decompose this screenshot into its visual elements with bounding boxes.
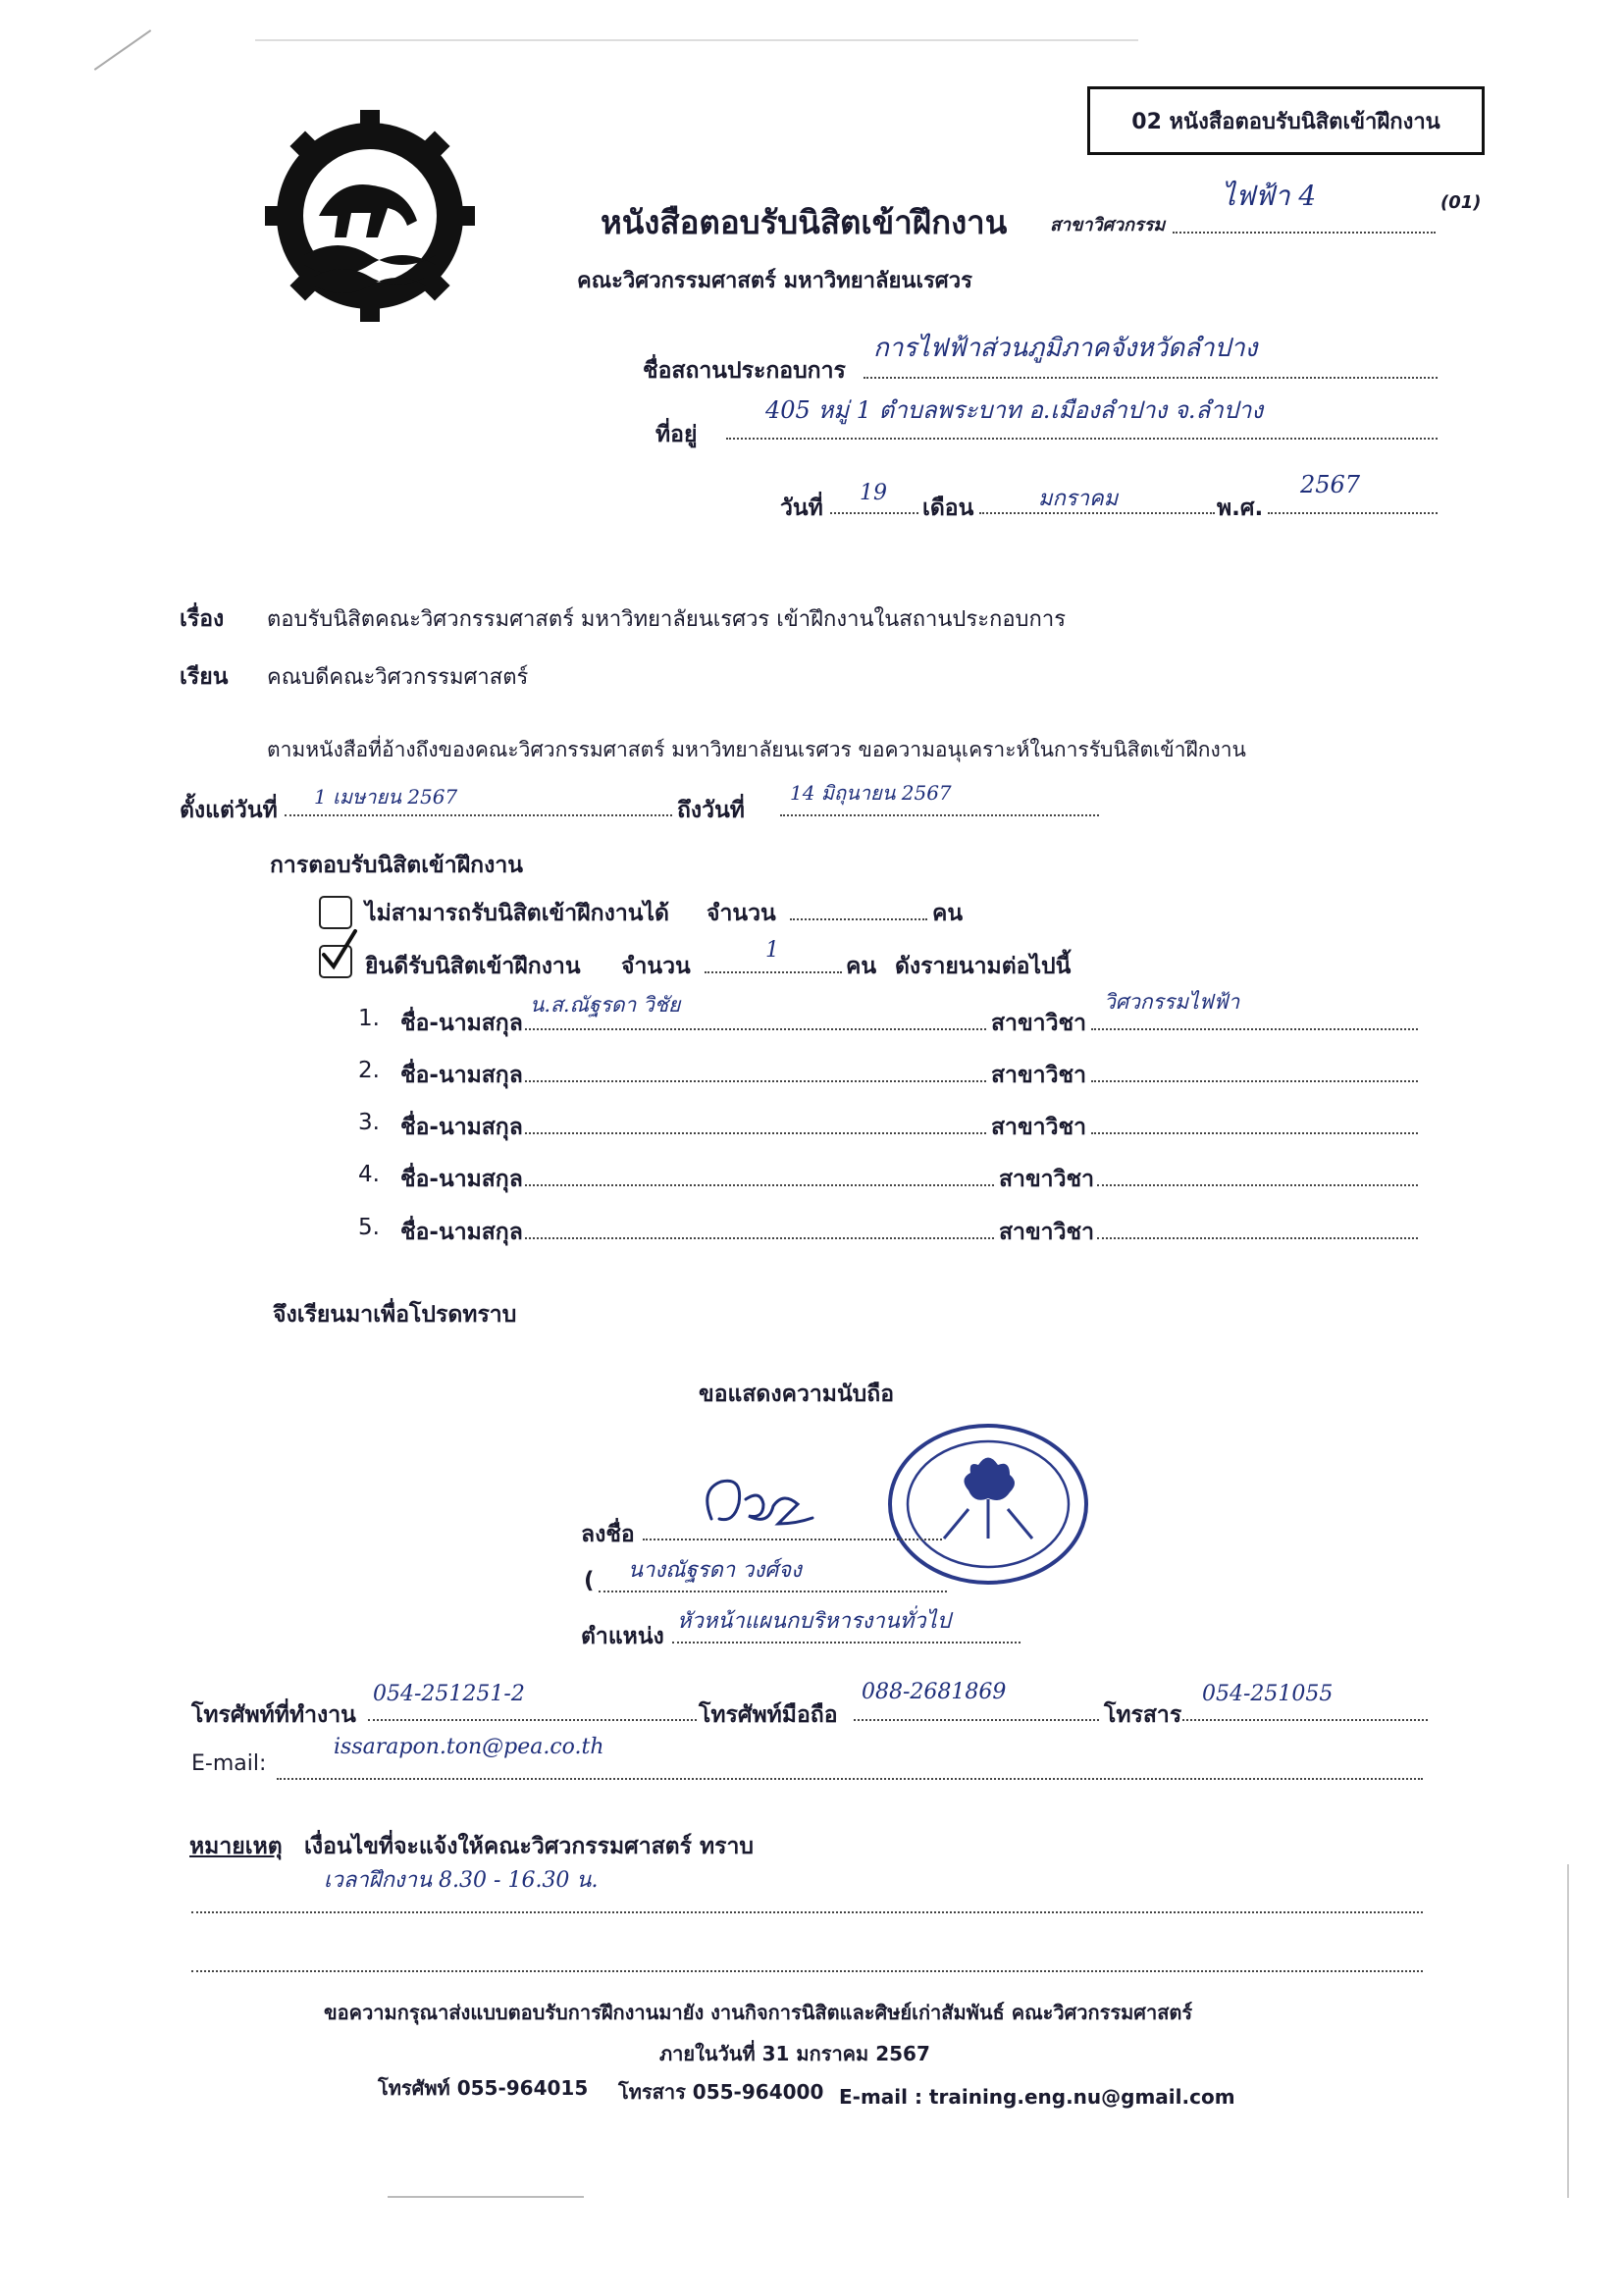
student-1-name-dots [525, 1028, 986, 1030]
student-4-major-label: สาขาวิชา [999, 1167, 1095, 1192]
remark-value: เวลาฝึกงาน 8.30 - 16.30 น. [324, 1868, 599, 1893]
reject-checkbox[interactable] [319, 896, 352, 929]
scan-line-right [1567, 1864, 1569, 2198]
body-to-dots [780, 814, 1099, 816]
reject-count-dots [790, 918, 927, 920]
mobile-dots [854, 1719, 1099, 1721]
branch-code: (01) [1440, 192, 1482, 213]
remark-text: เงื่อนไขที่จะแจ้งให้คณะวิศวกรรมศาสตร์ ทราบ [304, 1834, 755, 1859]
date-year-label: พ.ศ. [1217, 496, 1264, 521]
body-text: ตามหนังสือที่อ้างถึงของคณะวิศวกรรมศาสตร์ มหาวิทยาลัยนเรศวร ขอความอนุเคราะห์ในการรับนิสิตเข้าฝึกงาน [267, 738, 1246, 761]
accept-count-label: จำนวน [621, 954, 691, 979]
fax-dots [1182, 1719, 1428, 1721]
student-4-name-label: ชื่อ-นามสกุล [400, 1167, 523, 1192]
sign-label: ลงชื่อ [581, 1522, 635, 1547]
accept-suffix: ดังรายนามต่อไปนี้ [895, 954, 1072, 979]
footer-fax: โทรสาร 055-964000 [618, 2080, 824, 2104]
reject-count-label: จำนวน [707, 901, 776, 926]
student-4-num: 4. [358, 1162, 380, 1187]
to-text: คณบดีคณะวิศวกรรมศาสตร์ [267, 665, 529, 690]
address-value: 405 หมู่ 1 ตำบลพระบาท อ.เมืองลำปาง จ.ลำปาง [765, 396, 1264, 424]
student-3-major-label: สาขาวิชา [991, 1115, 1087, 1140]
accept-label: ยินดีรับนิสิตเข้าฝึกงาน [365, 954, 581, 979]
student-3-name-label: ชื่อ-นามสกุล [400, 1115, 523, 1140]
fax: 054-251055 [1202, 1682, 1334, 1706]
date-day: 19 [860, 481, 887, 505]
branch-label: สาขาวิศวกรรม [1050, 215, 1166, 235]
fax-label: โทรสาร [1104, 1702, 1182, 1728]
check-mark-icon [316, 927, 361, 976]
acceptance-heading: การตอบรับนิสิตเข้าฝึกงาน [270, 853, 523, 878]
student-1-major-label: สาขาวิชา [991, 1011, 1087, 1036]
sign-name-dots [599, 1591, 947, 1592]
body-from: 1 เมษายน 2567 [314, 785, 458, 809]
footer-phone: โทรศัพท์ 055-964015 [378, 2076, 589, 2100]
student-2-major-dots [1091, 1080, 1418, 1082]
form-code-box [1087, 86, 1485, 155]
page-title: หนังสือตอบรับนิสิตเข้าฝึกงาน [601, 203, 1008, 241]
handwritten-signature [692, 1470, 839, 1539]
student-2-num: 2. [358, 1058, 380, 1083]
student-1-major-dots [1091, 1028, 1418, 1030]
date-year-dots [1268, 512, 1438, 514]
faculty-line: คณะวิศวกรรมศาสตร์ มหาวิทยาลัยนเรศวร [577, 269, 972, 293]
remark-dots-1 [191, 1911, 1423, 1913]
student-5-major-dots [1097, 1237, 1418, 1239]
student-5-name-label: ชื่อ-นามสกุล [400, 1220, 523, 1245]
student-1-name-label: ชื่อ-นามสกุล [400, 1011, 523, 1036]
student-2-major-label: สาขาวิชา [991, 1063, 1087, 1088]
to-label: เรียน [180, 664, 229, 690]
student-1-name: น.ส.ณัฐรดา วิชัย [530, 993, 681, 1017]
sign-dots [643, 1539, 942, 1540]
address-label: ที่อยู่ [655, 422, 698, 447]
student-3-name-dots [525, 1132, 986, 1134]
email-label: E-mail: [191, 1751, 267, 1776]
date-day-dots [830, 512, 918, 514]
remark-dots-2 [191, 1970, 1423, 1972]
faculty-logo [265, 108, 476, 324]
closing-text: จึงเรียนมาเพื่อโปรดทราบ [273, 1302, 517, 1328]
date-month: มกราคม [1038, 487, 1119, 511]
mobile: 088-2681869 [862, 1680, 1007, 1704]
student-2-name-dots [525, 1080, 986, 1082]
body-from-dots [285, 814, 672, 816]
body-to-label: ถึงวันที่ [677, 798, 745, 823]
company-label: ชื่อสถานประกอบการ [643, 358, 846, 384]
reject-label: ไม่สามารถรับนิสิตเข้าฝึกงานได้ [365, 901, 669, 926]
mobile-label: โทรศัพท์มือถือ [699, 1702, 838, 1728]
student-1-num: 1. [358, 1006, 380, 1031]
company-value: การไฟฟ้าส่วนภูมิภาคจังหวัดลำปาง [873, 334, 1258, 363]
student-3-num: 3. [358, 1110, 380, 1135]
date-year: 2567 [1300, 471, 1361, 498]
branch-value: ไฟฟ้า 4 [1222, 180, 1317, 212]
footer-line1: ขอความกรุณาส่งแบบตอบรับการฝึกงานมายัง งานกิจการนิสิตและศิษย์เก่าสัมพันธ์ คณะวิศวกรรมศาสตร์ [324, 2001, 1193, 2024]
address-dots [726, 438, 1438, 440]
scan-line-top [255, 39, 1138, 41]
regards-text: ขอแสดงความนับถือ [699, 1382, 895, 1407]
student-3-major-dots [1091, 1132, 1418, 1134]
date-month-label: เดือน [922, 496, 974, 521]
body-from-label: ตั้งแต่วันที่ [180, 798, 278, 823]
sign-name: นางณัฐรดา วงศ์จง [628, 1558, 802, 1583]
branch-dots [1173, 232, 1436, 234]
form-code: 02 หนังสือตอบรับนิสิตเข้าฝึกงาน [1131, 109, 1440, 134]
position-label: ตำแหน่ง [581, 1624, 664, 1649]
subject-text: ตอบรับนิสิตคณะวิศวกรรมศาสตร์ มหาวิทยาลัยนเรศวร เข้าฝึกงานในสถานประกอบการ [267, 607, 1067, 632]
reject-unit: คน [932, 901, 964, 926]
scan-line-bottom [388, 2196, 584, 2198]
company-dots [864, 377, 1438, 379]
subject-label: เรื่อง [180, 606, 225, 632]
position-value: หัวหน้าแผนกบริหารงานทั่วไป [677, 1609, 951, 1634]
date-day-label: วันที่ [780, 496, 823, 521]
office-phone: 054-251251-2 [373, 1682, 525, 1706]
student-5-major-label: สาขาวิชา [999, 1220, 1095, 1245]
office-phone-label: โทรศัพท์ที่ทำงาน [191, 1702, 356, 1728]
student-5-name-dots [525, 1237, 994, 1239]
sign-name-open: ( [584, 1568, 595, 1593]
footer-email: E-mail : training.eng.nu@gmail.com [839, 2085, 1235, 2109]
scan-mark [94, 29, 151, 71]
student-4-major-dots [1097, 1184, 1418, 1186]
body-to: 14 มิถุนายน 2567 [790, 781, 952, 805]
student-1-major: วิศวกรรมไฟฟ้า [1104, 990, 1240, 1014]
accept-unit: คน [846, 954, 877, 979]
official-seal-icon [885, 1421, 1091, 1588]
email-dots [277, 1778, 1423, 1780]
student-2-name-label: ชื่อ-นามสกุล [400, 1063, 523, 1088]
email: issarapon.ton@pea.co.th [334, 1735, 604, 1759]
remark-label: หมายเหตุ [189, 1834, 283, 1859]
student-5-num: 5. [358, 1215, 380, 1240]
accept-count-dots [705, 971, 842, 973]
footer-line2: ภายในวันที่ 31 มกราคม 2567 [659, 2042, 930, 2065]
office-phone-dots [368, 1719, 697, 1721]
position-dots [672, 1642, 1021, 1644]
accept-count: 1 [765, 938, 779, 963]
student-4-name-dots [525, 1184, 994, 1186]
